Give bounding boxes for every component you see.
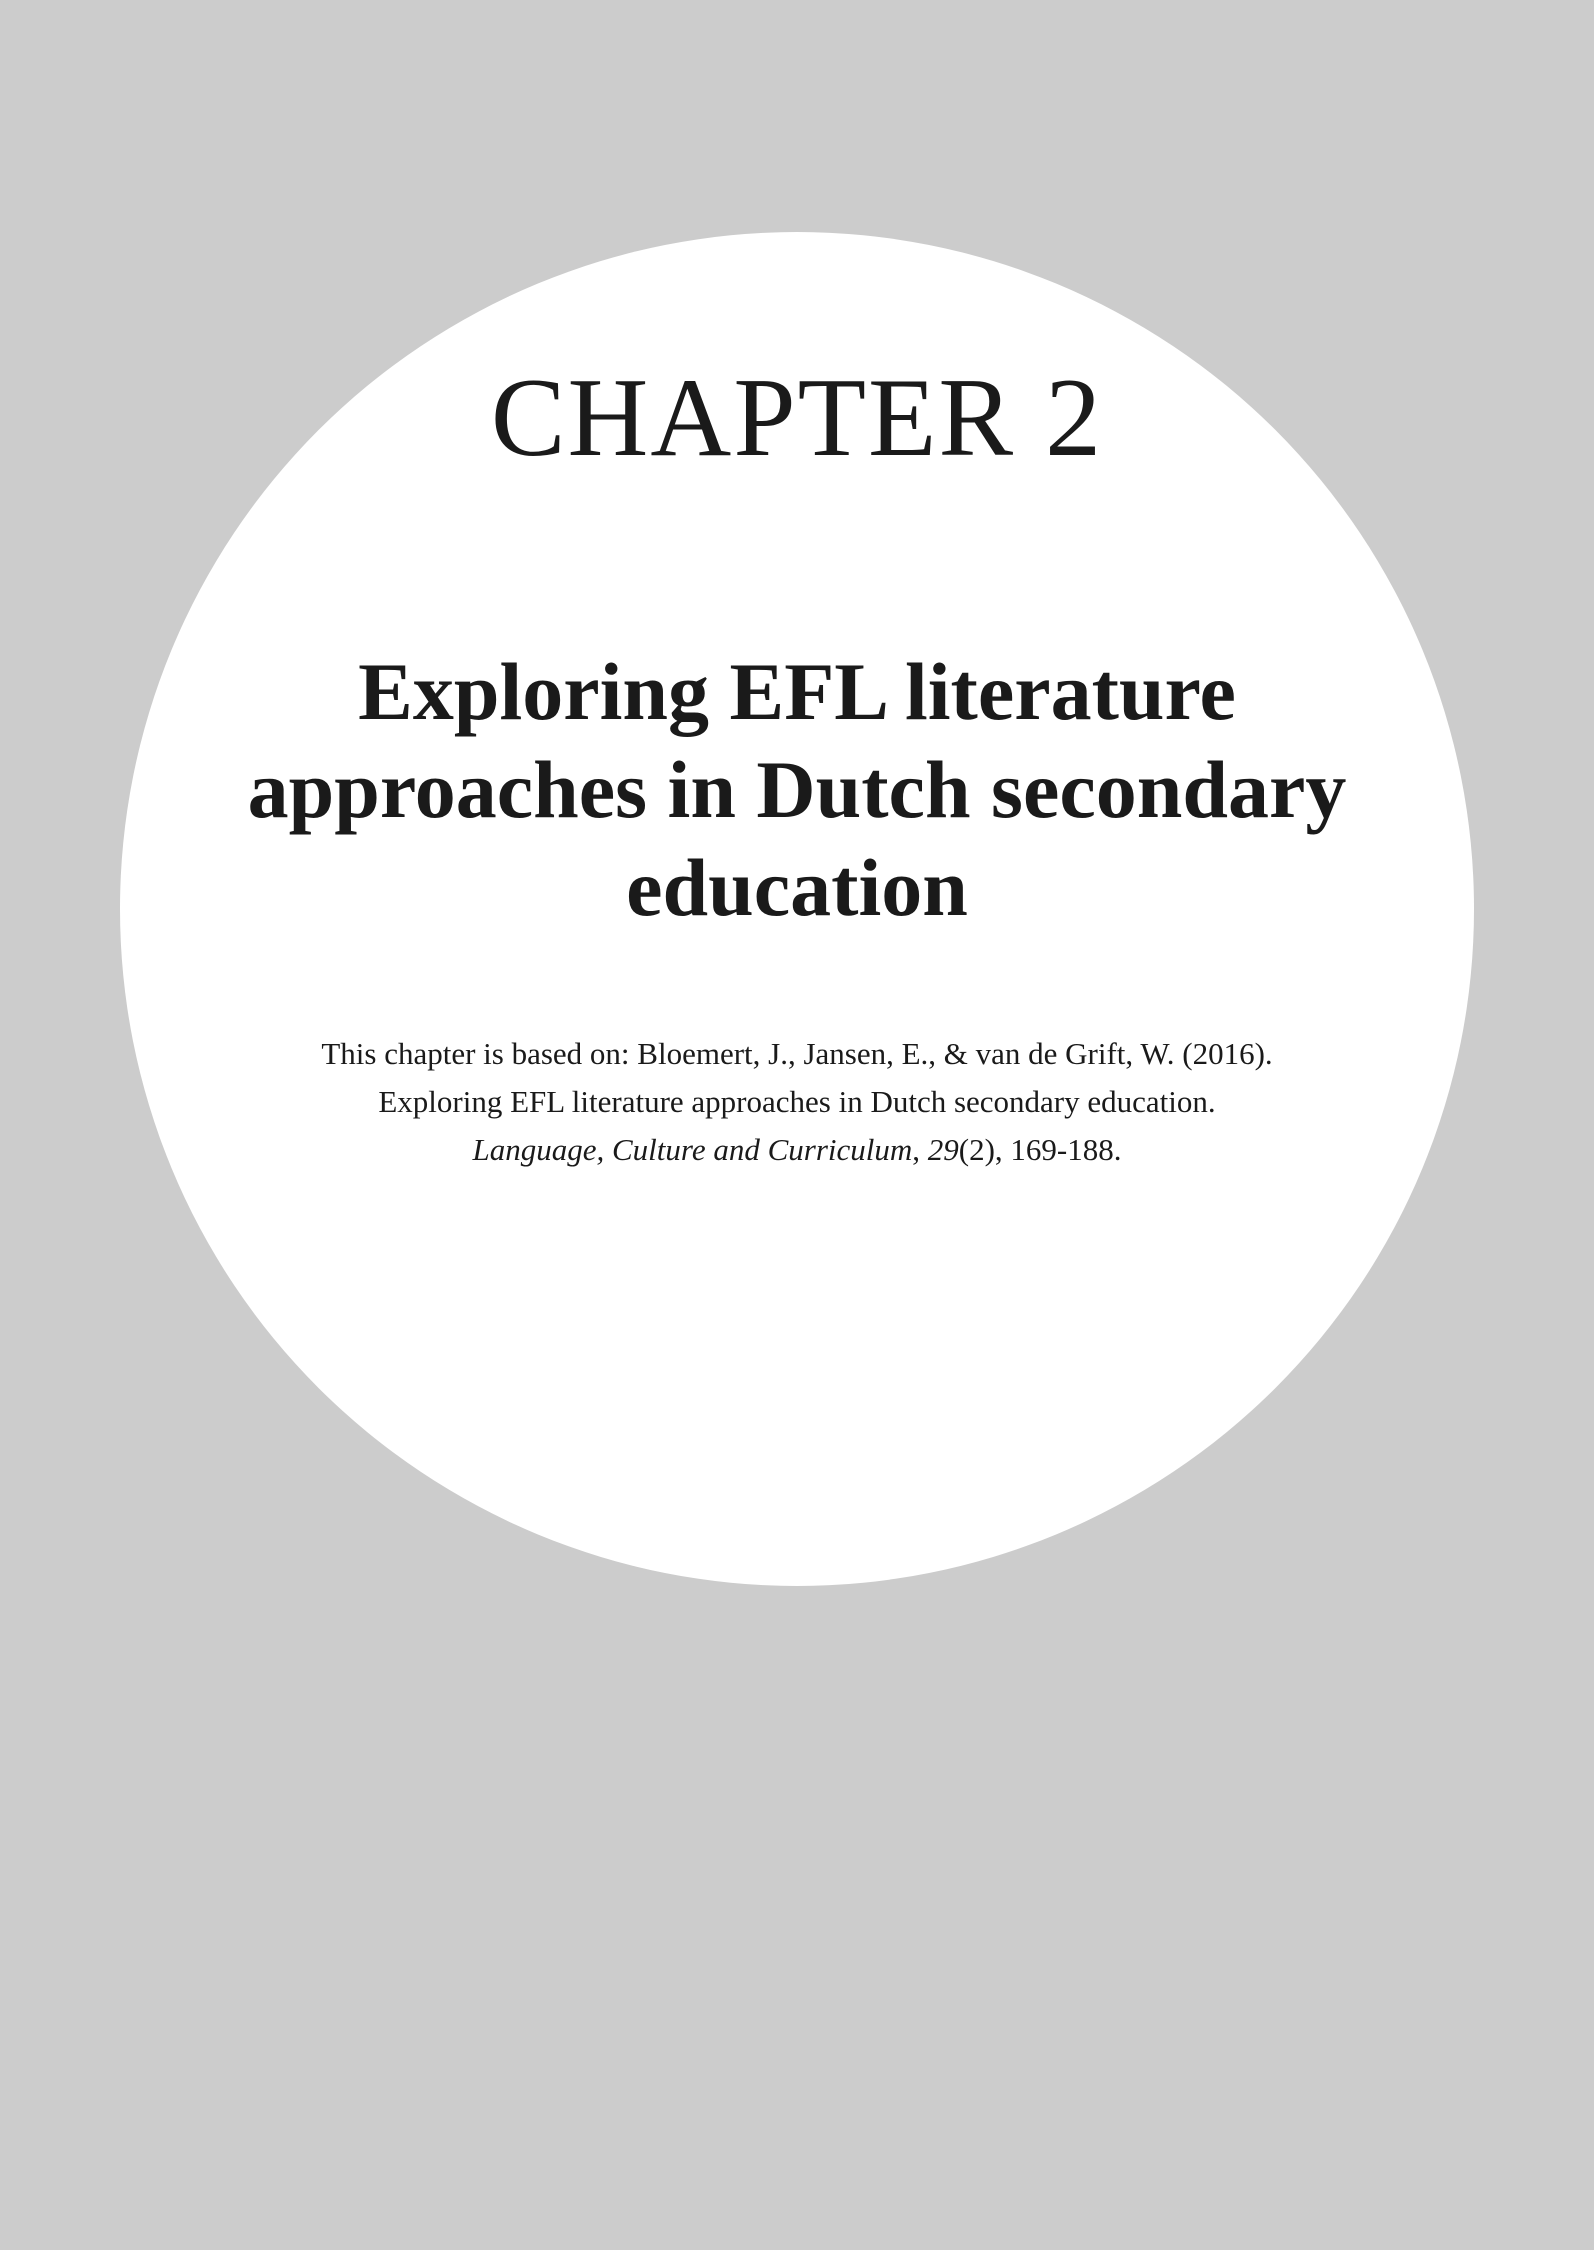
chapter-title-line: Exploring EFL literature [358, 646, 1236, 737]
citation-line: This chapter is based on: Bloemert, J., Jansen, E., & van de Grift, W. (2016). [321, 1036, 1273, 1071]
citation-separator: , [912, 1132, 928, 1167]
citation-note [200, 1030, 1394, 1174]
journal-issue-pages: (2), 169-188. [958, 1132, 1122, 1167]
journal-volume: 29 [927, 1132, 959, 1167]
citation-line: Exploring EFL literature approaches in Dutch secondary education. [378, 1084, 1216, 1119]
journal-name: Language, Culture and Curriculum [472, 1132, 913, 1167]
chapter-title-line: education [626, 842, 968, 933]
chapter-title-line: approaches in Dutch secondary [247, 744, 1347, 835]
chapter-label: CHAPTER 2 [490, 356, 1104, 480]
citation-source-line [200, 1126, 1394, 1174]
chapter-title [200, 643, 1394, 937]
